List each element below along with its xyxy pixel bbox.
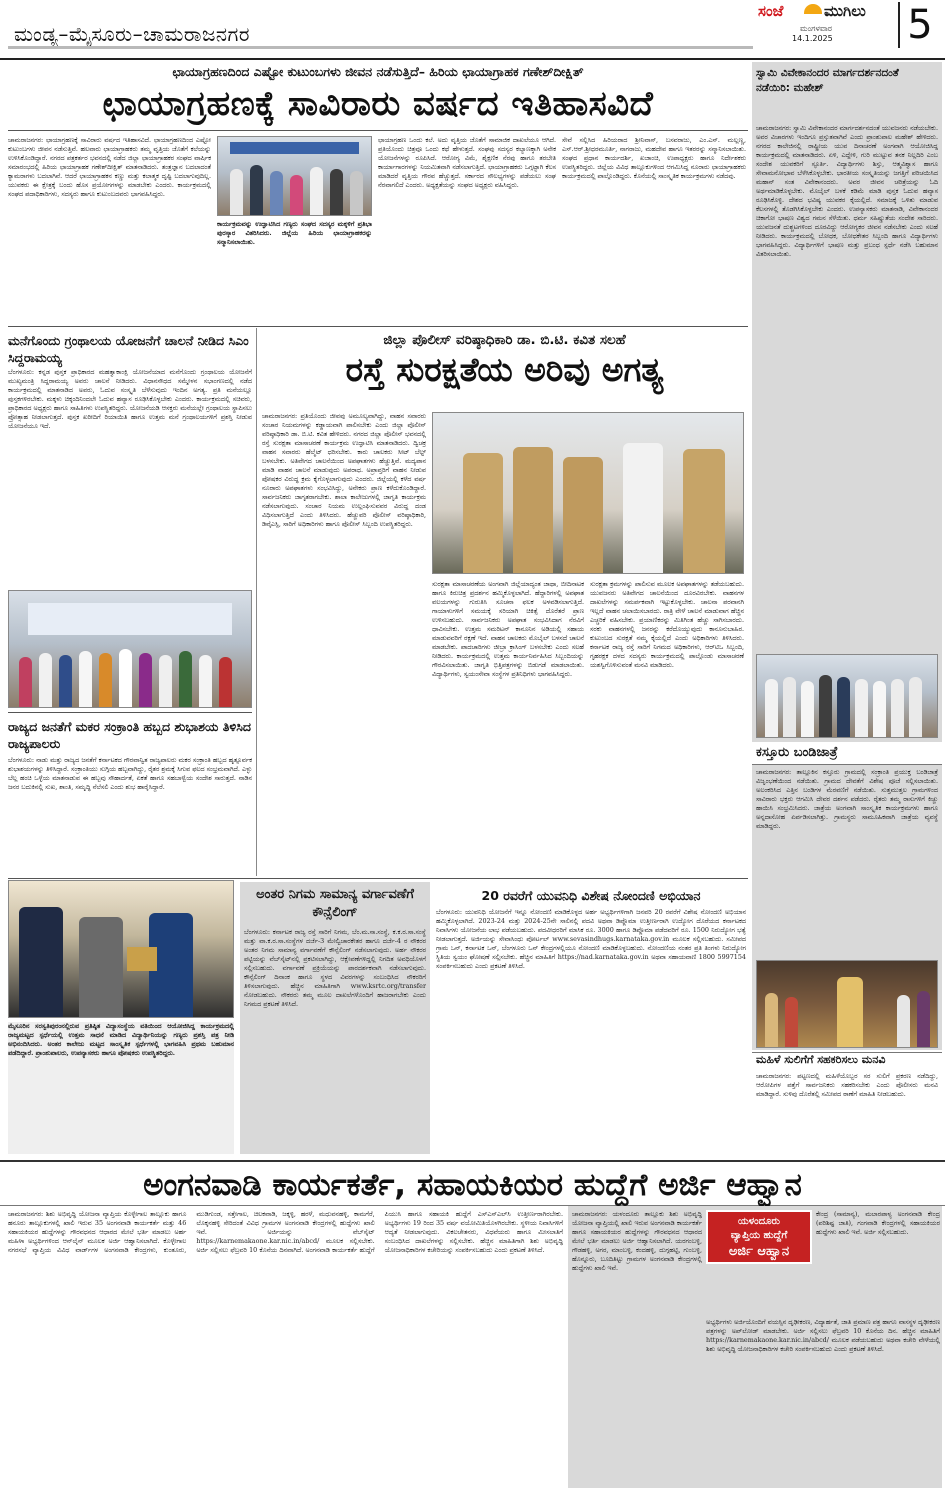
police-column-2: ಸುರಕ್ಷತಾ ಮಾಸಾಚರಣೆಯ ಅಂಗವಾಗಿ ಜಿಲ್ಲೆಯಾದ್ಯಂತ ಜಾಥಾ, ಬೀದಿನಾಟಕ ಹಾಗೂ ಕಿರುಚಿತ್ರ ಪ್ರದರ್ಶನ ಹಮ್ಮಿಕೊಳ್ಳಲಾಗಿದೆ. ಹೆದ್ದಾರಿಗಳಲ್ಲಿ ಅಪಘಾತ ವಲಯಗಳನ್ನು ಗುರುತಿಸಿ ಸೂಚನಾ ಫಲಕ ಅಳವಡಿಸಲಾಗುತ್ತಿದೆ. ಗಾಯಾಳುಗಳಿಗೆ ಸಮಯಕ್ಕೆ ಸರಿಯಾಗಿ ಚಿಕಿತ್ಸೆ ದೊರೆತರೆ ಪ್ರಾಣ ಉಳಿಸಬಹುದು. ಸಾರ್ವಜನಿಕರು ಅಪಘಾತ ಸಂಭವಿಸಿದಾಗ ನೆರವಿಗೆ ಧಾವಿಸಬೇಕು. ಉತ್ತಮ ಸಮರಿಟನ್ ಕಾನೂನಿನ ಅಡಿಯಲ್ಲಿ ಸಹಾಯ ಮಾಡುವವರಿಗೆ ರಕ್ಷಣೆ ಇದೆ. ವಾಹನ ಚಾಲಕರು ಮೊಬೈಲ್ ಬಳಸದೆ ಚಾಲನೆ ಮಾಡಬೇಕು. ಪಾದಚಾರಿಗಳು ಜೀಬ್ರಾ ಕ್ರಾಸಿಂಗ್ ಬಳಸಬೇಕು ಎಂದು ಸಲಹೆ ನೀಡಿದರು. ಕಾರ್ಯಕ್ರಮದಲ್ಲಿ ಉತ್ತಮ ಕಾರ್ಯನಿರ್ವಹಿಸಿದ ಸಿಬ್ಬಂದಿಯನ್ನು ಗೌರವಿಸಲಾಯಿತು. ಜಾಗೃತಿ ಭಿತ್ತಿಪತ್ರಗಳನ್ನು ಬಿಡುಗಡೆ ಮಾಡಲಾಯಿತು. ವಿದ್ಯಾರ್ಥಿಗಳು, ಸ್ವಯಂಸೇವಾ ಸಂಸ್ಥೆಗಳ ಪ್ರತಿನಿಧಿಗಳು ಭಾಗವಹಿಸಿದ್ದರು.: [432, 580, 584, 678]
brand-name-left: ಸಂಜೆ: [758, 2, 784, 20]
brand-logo: [758, 2, 898, 46]
photo-figure: [783, 677, 796, 737]
yelandur-callout-line1: ಯಳಂದೂರು: [738, 1216, 780, 1227]
photo-figure: [909, 677, 922, 737]
photo-figure: [310, 167, 323, 215]
sun-icon: [804, 4, 822, 14]
lead-kicker: ಛಾಯಾಗ್ರಹಣದಿಂದ ಎಷ್ಟೋ ಕುಟುಂಬಗಳು ಜೀವನ ನಡೆಸುತ್ತಿದೆ– ಹಿರಿಯ ಛಾಯಾಗ್ರಾಹಕ ಗಣೇಶ್‌ದೀಕ್ಷಿತ್: [172, 64, 584, 79]
photo-figure: [250, 165, 263, 215]
sidebar-photo: [756, 654, 938, 738]
photo-figure: [230, 169, 243, 215]
lead-column-4: ಸೇವೆ ಸಲ್ಲಿಸಿದ ಹಿರಿಯರಾದ ಶ್ರೀನಿವಾಸ್, ಬಸವರಾಜು, ಎಂ.ಎಸ್. ಮಲ್ಲಣ್ಣ, ಎಸ್.ಆರ್.ಶ್ರೀಧರಮೂರ್ತಿ, ನಾಗರಾಜು, ಮಹದೇವ ಹಾಗೂ ಇತರರನ್ನು ಸನ್ಮಾನಿಸಲಾಯಿತು. ಸಂಘದ ಪ್ರಧಾನ ಕಾರ್ಯದರ್ಶಿ, ಖಜಾಂಚಿ, ಉಪಾಧ್ಯಕ್ಷರು ಹಾಗೂ ನಿರ್ದೇಶಕರು ಉಪಸ್ಥಿತರಿದ್ದರು. ಜಿಲ್ಲೆಯ ವಿವಿಧ ತಾಲ್ಲೂಕುಗಳಿಂದ ಆಗಮಿಸಿದ್ದ ನೂರಾರು ಛಾಯಾಗ್ರಾಹಕರು ಕಾರ್ಯಕ್ರಮದಲ್ಲಿ ಪಾಲ್ಗೊಂಡಿದ್ದರು. ಕೊನೆಯಲ್ಲಿ ಸಾಂಸ್ಕೃತಿಕ ಕಾರ್ಯಕ್ರಮಗಳು ನಡೆದವು.: [562, 136, 746, 180]
page-number: 5: [898, 2, 940, 48]
yuvanidhi-body: ಬೆಂಗಳೂರು: ಯುವನಿಧಿ ಯೋಜನೆಗೆ ಇನ್ನೂ ನೋಂದಣಿ ಮಾಡಿಕೊಳ್ಳದ ಅರ್ಹ ಅಭ್ಯರ್ಥಿಗಳಿಗಾಗಿ ಜನವರಿ 20 ರವರೆಗೆ ವಿಶೇಷ ನೋಂದಣಿ ಅಭಿಯಾನ ಹಮ್ಮಿಕೊಳ್ಳಲಾಗಿದೆ. 2023-24 ಮತ್ತು 2024-25ನೇ ಸಾಲಿನಲ್ಲಿ ಪದವಿ ಅಥವಾ ಡಿಪ್ಲೊಮಾ ಉತ್ತೀರ್ಣರಾಗಿ ಉದ್ಯೋಗ ದೊರೆಯದ ಕರ್ನಾಟಕದ ನಿವಾಸಿಗಳು ಯೋಜನೆಯ ಲಾಭ ಪಡೆಯಬಹುದು. ಪದವೀಧರರಿಗೆ ಮಾಸಿಕ ರೂ. 3000 ಹಾಗೂ ಡಿಪ್ಲೊಮಾ ಪಡೆದವರಿಗೆ ರೂ. 1500 ನಿರುದ್ಯೋಗ ಭತ್ಯೆ ನೀಡಲಾಗುತ್ತದೆ. ಅರ್ಜಿಯನ್ನು ಸೇವಾಸಿಂಧು ಪೋರ್ಟಲ್ www.sevasindhugs.karnataka.gov.in ಮೂಲಕ ಸಲ್ಲಿಸಬಹುದು. ಸಮೀಪದ ಗ್ರಾಮ ಒನ್, ಕರ್ನಾಟಕ ಒನ್, ಬೆಂಗಳೂರು ಒನ್ ಕೇಂದ್ರಗಳಲ್ಲಿಯೂ ನೋಂದಣಿ ಮಾಡಿಕೊಳ್ಳಬಹುದು. ನೋಂದಣಿಯ ನಂತರ ಪ್ರತಿ ತಿಂಗಳು ನಿರುದ್ಯೋಗ ಸ್ಥಿತಿಯ ಸ್ವಯಂ ಘೋಷಣೆ ಸಲ್ಲಿಸಬೇಕು. ಹೆಚ್ಚಿನ ಮಾಹಿತಿಗೆ https://nad.karnataka.gov.in ಅಥವಾ ಸಹಾಯವಾಣಿ 1800 5997154 ಸಂಪರ್ಕಿಸಬಹುದು ಎಂದು ಪ್ರಕಟಣೆ ತಿಳಿಸಿದೆ.: [436, 908, 746, 970]
photo-figure: [79, 651, 92, 707]
yelandur-body-b: ಕೇಂದ್ರ (ಸಾಮಾನ್ಯ), ಮಲಾರಪಾಳ್ಯ ಅಂಗನವಾಡಿ ಕೇಂದ್ರ (ಪರಿಶಿಷ್ಟ ಜಾತಿ), ಗಂಗವಾಡಿ ಕೇಂದ್ರಗಳಲ್ಲಿ ಸಹಾಯಕಿಯರ ಹುದ್ದೆಗಳು ಖಾಲಿ ಇವೆ. ಅರ್ಜಿ ಸಲ್ಲಿಸಬಹುದು.: [816, 1210, 940, 1236]
governor-headline: ರಾಜ್ಯದ ಜನತೆಗೆ ಮಕರ ಸಂಕ್ರಾಂತಿ ಹಬ್ಬದ ಶುಭಾಶಯ ತಿಳಿಸಿದ ರಾಜ್ಯಪಾಲರು: [8, 719, 251, 751]
governor-body: ಬೆಂಗಳೂರು: ನಾಡು ಮತ್ತು ರಾಜ್ಯದ ಜನತೆಗೆ ಕರ್ನಾಟಕದ ಗೌರವಾನ್ವಿತ ರಾಜ್ಯಪಾಲರು ಮಕರ ಸಂಕ್ರಾಂತಿ ಹಬ್ಬದ ಹೃತ್ಪೂರ್ವಕ ಶುಭಾಶಯಗಳನ್ನು ತಿಳಿಸಿದ್ದಾರೆ. ಸಂಕ್ರಾಂತಿಯು ಸುಗ್ಗಿಯ ಹಬ್ಬವಾಗಿದ್ದು, ರೈತರ ಶ್ರಮಕ್ಕೆ ಸಿಗುವ ಫಲದ ಸಂಭ್ರಮವಾಗಿದೆ. ಎಳ್ಳು ಬೆಲ್ಲ ಹಂಚಿ ಒಳ್ಳೆಯ ಮಾತನಾಡುವ ಈ ಹಬ್ಬವು ಸೌಹಾರ್ದತೆ, ಏಕತೆ ಹಾಗೂ ಸಹಬಾಳ್ವೆಯ ಸಂದೇಶ ಸಾರುತ್ತದೆ. ನಾಡಿನ ಜನರ ಬದುಕಿನಲ್ಲಿ ಸುಖ, ಶಾಂತಿ, ಸಮೃದ್ಧಿ ನೆಲೆಸಲಿ ಎಂದು ಶುಭ ಹಾರೈಸಿದ್ದಾರೆ.: [8, 756, 252, 791]
photo-banner: [230, 142, 359, 154]
section-rule: [8, 712, 252, 713]
sidebar2-photo: [756, 960, 938, 1048]
certificate-icon: [127, 947, 157, 971]
photo-figure: [330, 169, 343, 215]
column-rule: [256, 328, 257, 876]
photo-figure: [19, 907, 63, 1017]
police-headline: ರಸ್ತೆ ಸುರಕ್ಷತೆಯ ಅರಿವು ಅಗತ್ಯ: [345, 350, 664, 389]
sidebar2-headline: ಕಸ್ತೂರು ಬಂಡಿಜಾತ್ರೆ: [752, 745, 942, 765]
photo-figure: [59, 655, 72, 707]
sidebar2-body: ಚಾಮರಾಜನಗರ: ತಾಲ್ಲೂಕಿನ ಕಸ್ತೂರು ಗ್ರಾಮದಲ್ಲಿ ಸಂಕ್ರಾಂತಿ ಪ್ರಯುಕ್ತ ಬಂಡಿಜಾತ್ರೆ ವಿಜೃಂಭಣೆಯಿಂದ ನಡೆಯಿತು. ಗ್ರಾಮದ ದೇವತೆಗೆ ವಿಶೇಷ ಪೂಜೆ ಸಲ್ಲಿಸಲಾಯಿತು. ಅಲಂಕರಿಸಿದ ಎತ್ತಿನ ಬಂಡಿಗಳ ಮೆರವಣಿಗೆ ನಡೆಯಿತು. ಸುತ್ತಮುತ್ತಲ ಗ್ರಾಮಗಳಿಂದ ಸಾವಿರಾರು ಭಕ್ತರು ಆಗಮಿಸಿ ದೇವರ ದರ್ಶನ ಪಡೆದರು. ರೈತರು ತಮ್ಮ ರಾಸುಗಳಿಗೆ ಕಿಚ್ಚು ಹಾಯಿಸಿ ಸಂಭ್ರಮಿಸಿದರು. ಜಾತ್ರೆಯ ಅಂಗವಾಗಿ ಸಾಂಸ್ಕೃತಿಕ ಕಾರ್ಯಕ್ರಮಗಳು ಹಾಗೂ ಅನ್ನದಾಸೋಹ ಏರ್ಪಡಿಸಲಾಗಿತ್ತು. ಗ್ರಾಮಸ್ಥರು ಸಾಮೂಹಿಕವಾಗಿ ಜಾತ್ರೆಯ ವ್ಯವಸ್ಥೆ ಮಾಡಿದ್ದರು.: [756, 768, 938, 830]
photo-figure: [19, 657, 32, 707]
lead-photo-caption: ಕಾರ್ಯಕ್ರಮವನ್ನು ಉದ್ಘಾಟಿಸಿದ ಗಣ್ಯರು ಸಂಘದ ಸದಸ್ಯರ ಮಕ್ಕಳಿಗೆ ಪ್ರತಿಭಾ ಪುರಸ್ಕಾರ ವಿತರಿಸಿದರು. ಜಿಲ್ಲೆಯ ಹಿರಿಯ ಛಾಯಾಗ್ರಾಹಕರನ್ನು ಸನ್ಮಾನಿಸಲಾಯಿತು.: [217, 220, 372, 246]
left-headline: ಮನೆಗೊಂದು ಗ್ರಂಥಾಲಯ ಯೋಜನೆಗೆ ಚಾಲನೆ ನೀಡಿದ ಸಿಎಂ ಸಿದ್ದರಾಮಯ್ಯ: [8, 333, 249, 365]
award-photo: [8, 880, 234, 1018]
police-photo: [432, 412, 744, 574]
photo-figure: [139, 653, 152, 707]
section-rule: [8, 326, 748, 327]
lead-column-3: ಛಾಯಾಗ್ರಹಣ ಒಂದು ಕಲೆ. ಅದು ವೃತ್ತಿಯ ಜೊತೆಗೆ ಸಾಮಾಜಿಕ ದಾಖಲೆಯೂ ಆಗಿದೆ. ಪ್ರತಿಯೊಂದು ಚಿತ್ರವೂ ಒಂದು ಕಥೆ ಹೇಳುತ್ತದೆ. ಸಂಘವು ಸದಸ್ಯರ ಕಲ್ಯಾಣಕ್ಕಾಗಿ ಅನೇಕ ಯೋಜನೆಗಳನ್ನು ರೂಪಿಸಿದೆ. ಆರೋಗ್ಯ ವಿಮೆ, ಶೈಕ್ಷಣಿಕ ನೆರವು ಹಾಗೂ ತರಬೇತಿ ಕಾರ್ಯಾಗಾರಗಳನ್ನು ನಿಯಮಿತವಾಗಿ ನಡೆಸಲಾಗುತ್ತಿದೆ. ಛಾಯಾಗ್ರಾಹಕರು ಒಗ್ಗಟ್ಟಾಗಿ ಕೆಲಸ ಮಾಡಿದರೆ ವೃತ್ತಿಯ ಗೌರವ ಹೆಚ್ಚುತ್ತದೆ. ಸರ್ಕಾರದ ಸೌಲಭ್ಯಗಳನ್ನು ಪಡೆಯಲು ಸಂಘ ನೆರವಾಗಲಿದೆ ಎಂದರು. ಅಧ್ಯಕ್ಷತೆಯನ್ನು ಸಂಘದ ಅಧ್ಯಕ್ಷರು ವಹಿಸಿದ್ದರು.: [378, 136, 556, 189]
award-caption: ಮೈಸೂರಿನ ಸರಸ್ವತಿಪುರಂನಲ್ಲಿರುವ ಪ್ರತಿಷ್ಠಿತ ವಿದ್ಯಾಸಂಸ್ಥೆಯ ವತಿಯಿಂದ ಆಯೋಜಿಸಿದ್ದ ಕಾರ್ಯಕ್ರಮದಲ್ಲಿ ರಾಜ್ಯಮಟ್ಟದ ಸ್ಪರ್ಧೆಯಲ್ಲಿ ಉತ್ತಮ ಸಾಧನೆ ಮಾಡಿದ ವಿದ್ಯಾರ್ಥಿನಿಯನ್ನು ಗಣ್ಯರು ಪ್ರಶಸ್ತಿ ಪತ್ರ ನೀಡಿ ಅಭಿನಂದಿಸಿದರು. ಅಂತರ ಕಾಲೇಜು ಮಟ್ಟದ ಸಾಂಸ್ಕೃತಿಕ ಸ್ಪರ್ಧೆಗಳಲ್ಲಿ ಭಾಗವಹಿಸಿ ಪ್ರಥಮ ಬಹುಮಾನ ಪಡೆದಿದ್ದಾರೆ. ಪ್ರಾಂಶುಪಾಲರು, ಉಪನ್ಯಾಸಕರು ಹಾಗೂ ಪೋಷಕರು ಉಪಸ್ಥಿತರಿದ್ದರು.: [8, 1022, 234, 1154]
photo-figure: [837, 677, 850, 737]
yelandur-body-c: ಅಭ್ಯರ್ಥಿಗಳು ಅರ್ಜಿಯೊಂದಿಗೆ ವಯಸ್ಸಿನ ದೃಢೀಕರಣ, ವಿದ್ಯಾರ್ಹತೆ, ಜಾತಿ ಪ್ರಮಾಣ ಪತ್ರ ಹಾಗೂ ವಾಸಸ್ಥಳ ದೃಢೀಕರಣ ಪತ್ರಗಳನ್ನು ಅಪ್‌ಲೋಡ್ ಮಾಡಬೇಕು. ಅರ್ಜಿ ಸಲ್ಲಿಸಲು ಫೆಬ್ರವರಿ 10 ಕೊನೆಯ ದಿನ. ಹೆಚ್ಚಿನ ಮಾಹಿತಿಗೆ https://karnemakaone.kar.nic.in/abcd/ ಮೂಲಕ ಪಡೆಯಬಹುದು ಅಥವಾ ಕಚೇರಿ ವೇಳೆಯಲ್ಲಿ ಶಿಶು ಅಭಿವೃದ್ಧಿ ಯೋಜನಾಧಿಕಾರಿಗಳ ಕಚೇರಿ ಸಂಪರ್ಕಿಸಬಹುದು ಎಂದು ಪ್ರಕಟಣೆ ತಿಳಿಸಿದೆ.: [706, 1318, 940, 1353]
lead-headline: ಛಾಯಾಗ್ರಹಣಕ್ಕೆ ಸಾವಿರಾರು ವರ್ಷದ ಇತಿಹಾಸವಿದೆ: [102, 84, 654, 124]
anganwadi-headline: ಅಂಗನವಾಡಿ ಕಾರ್ಯಕರ್ತೆ, ಸಹಾಯಕಿಯರ ಹುದ್ದೆಗೆ ಅರ್ಜಿ ಆಹ್ವಾನ: [0, 1160, 945, 1206]
sidebar3-headline: ಮಹಿಳೆ ಸುಲಿಗೆಗೆ ಸಹಕರಿಸಲು ಮನವಿ: [752, 1052, 942, 1072]
section-rule: [8, 878, 748, 879]
photo-figure: [765, 679, 778, 737]
photo-banner: [28, 603, 231, 635]
yelandur-body-a: ಚಾಮರಾಜನಗರ: ಯಳಂದೂರು ತಾಲ್ಲೂಕು ಶಿಶು ಅಭಿವೃದ್ಧಿ ಯೋಜನಾ ವ್ಯಾಪ್ತಿಯಲ್ಲಿ ಖಾಲಿ ಇರುವ ಅಂಗನವಾಡಿ ಕಾರ್ಯಕರ್ತೆ ಹಾಗೂ ಸಹಾಯಕಿಯರ ಹುದ್ದೆಗಳನ್ನು ಗೌರವಧನದ ಆಧಾರದ ಮೇಲೆ ಭರ್ತಿ ಮಾಡಲು ಅರ್ಜಿ ಆಹ್ವಾನಿಸಲಾಗಿದೆ. ಯರಗಂಬಳ್ಳಿ, ಗೌಡಹಳ್ಳಿ, ಅಗರ, ಮಾಂಬಳ್ಳಿ, ಕಂದಹಳ್ಳಿ, ದುಗ್ಗಹಟ್ಟಿ, ಗುಂಬಳ್ಳಿ, ಹೊನ್ನೂರು, ಬೂದಿತಿಟ್ಟು ಗ್ರಾಮಗಳ ಅಂಗನವಾಡಿ ಕೇಂದ್ರಗಳಲ್ಲಿ ಹುದ್ದೆಗಳು ಖಾಲಿ ಇವೆ.: [572, 1210, 702, 1272]
photo-figure: [199, 655, 212, 707]
issue-date: 14.1.2025: [792, 34, 833, 43]
police-kicker: ಜಿಲ್ಲಾ ಪೊಲೀಸ್ ವರಿಷ್ಠಾಧಿಕಾರಿ ಡಾ. ಬಿ.ಟಿ. ಕವಿತ ಸಲಹೆ: [383, 332, 626, 348]
yelandur-callout: [706, 1210, 812, 1264]
photo-figure: [785, 997, 798, 1047]
photo-figure: [99, 653, 112, 707]
counseling-body: ಬೆಂಗಳೂರು: ಕರ್ನಾಟಕ ರಾಜ್ಯ ರಸ್ತೆ ಸಾರಿಗೆ ನಿಗಮ, ಬೆಂ.ಮ.ಸಾ.ಸಂಸ್ಥೆ, ಕ.ಕ.ರ.ಸಾ.ಸಂಸ್ಥೆ ಮತ್ತು ವಾ.ಕ.ರ.ಸಾ.ಸಂಸ್ಥೆಗಳ ದರ್ಜೆ-3 ಮೇಲ್ವಿಚಾರಕೇತರ ಹಾಗೂ ದರ್ಜೆ-4 ರ ನೌಕರರ ಅಂತರ ನಿಗಮ ಸಾಮಾನ್ಯ ವರ್ಗಾವಣೆಗೆ ಕೌನ್ಸೆಲಿಂಗ್ ನಡೆಸಲಾಗುವುದು. ಅರ್ಹ ನೌಕರರ ಪಟ್ಟಿಯನ್ನು ವೆಬ್‌ಸೈಟ್‌ನಲ್ಲಿ ಪ್ರಕಟಿಸಲಾಗಿದ್ದು, ಆಕ್ಷೇಪಣೆಗಳಿದ್ದಲ್ಲಿ ನಿಗದಿತ ಅವಧಿಯೊಳಗೆ ಸಲ್ಲಿಸಬಹುದು. ವರ್ಗಾವಣೆ ಪ್ರಕ್ರಿಯೆಯನ್ನು ಪಾರದರ್ಶಕವಾಗಿ ನಡೆಸಲಾಗುವುದು. ಕೌನ್ಸೆಲಿಂಗ್ ದಿನಾಂಕ ಹಾಗೂ ಸ್ಥಳದ ವಿವರಗಳನ್ನು ಸಂಬಂಧಿಸಿದ ನೌಕರರಿಗೆ ತಿಳಿಸಲಾಗುವುದು. ಹೆಚ್ಚಿನ ಮಾಹಿತಿಗಾಗಿ www.ksrtc.org/transfer ನೋಡಬಹುದು. ನೌಕರರು ತಮ್ಮ ಮೂಲ ದಾಖಲೆಗಳೊಂದಿಗೆ ಹಾಜರಾಗಬೇಕು ಎಂದು ನಿಗಮದ ಪ್ರಕಟಣೆ ತಿಳಿಸಿದೆ.: [244, 928, 426, 1008]
photo-figure: [819, 675, 832, 737]
photo-figure: [219, 657, 232, 707]
photo-figure: [873, 681, 886, 737]
photo-figure: [837, 977, 863, 1047]
left-photo: [8, 590, 252, 708]
photo-figure: [290, 175, 303, 215]
lead-column-1: ಚಾಮರಾಜನಗರ: ಛಾಯಾಗ್ರಹಣಕ್ಕೆ ಸಾವಿರಾರು ವರ್ಷದ ಇತಿಹಾಸವಿದೆ. ಛಾಯಾಗ್ರಹಣದಿಂದ ಎಷ್ಟೋ ಕುಟುಂಬಗಳು ಜೀವನ ನಡೆಸುತ್ತಿವೆ. ಹಲವಾರು ಛಾಯಾಗ್ರಾಹಕರು ತಮ್ಮ ವೃತ್ತಿಯ ಜೊತೆಗೆ ಕಲೆಯನ್ನು ಉಳಿಸಿಕೊಂಡಿದ್ದಾರೆ. ನಗರದ ಪತ್ರಕರ್ತರ ಭವನದಲ್ಲಿ ನಡೆದ ಜಿಲ್ಲಾ ಛಾಯಾಗ್ರಾಹಕರ ಸಂಘದ ವಾರ್ಷಿಕ ಸಮಾರಂಭದಲ್ಲಿ ಹಿರಿಯ ಛಾಯಾಗ್ರಾಹಕ ಗಣೇಶ್‌ದೀಕ್ಷಿತ್ ಮಾತನಾಡಿದರು. ತಂತ್ರಜ್ಞಾನ ಬದಲಾದಂತೆ ಕ್ಯಾಮರಾಗಳು ಬದಲಾಗಿವೆ. ಆದರೆ ಛಾಯಾಗ್ರಾಹಕನ ಕಣ್ಣು ಮತ್ತು ಕಲಾತ್ಮಕ ದೃಷ್ಟಿ ಬದಲಾಗುವುದಿಲ್ಲ. ಯುವಕರು ಈ ಕ್ಷೇತ್ರಕ್ಕೆ ಬಂದು ಹೊಸ ಪ್ರಯೋಗಗಳನ್ನು ಮಾಡಬೇಕು ಎಂದರು. ಕಾರ್ಯಕ್ರಮದಲ್ಲಿ ಸಂಘದ ಪದಾಧಿಕಾರಿಗಳು, ಸದಸ್ಯರು ಹಾಗೂ ಕುಟುಂಬದವರು ಭಾಗವಹಿಸಿದ್ದರು.: [8, 136, 211, 198]
photo-figure: [350, 171, 363, 215]
anganwadi-body: ಚಾಮರಾಜನಗರ: ಶಿಶು ಅಭಿವೃದ್ಧಿ ಯೋಜನಾ ವ್ಯಾಪ್ತಿಯ ಕೊಳ್ಳೇಗಾಲ ತಾಲ್ಲೂಕು ಹಾಗೂ ಹನೂರು ತಾಲ್ಲೂಕುಗಳಲ್ಲಿ ಖಾಲಿ ಇರುವ 35 ಅಂಗನವಾಡಿ ಕಾರ್ಯಕರ್ತೆ ಮತ್ತು 46 ಸಹಾಯಕಿಯರ ಹುದ್ದೆಗಳನ್ನು ಗೌರವಧನದ ಆಧಾರದ ಮೇಲೆ ಭರ್ತಿ ಮಾಡಲು ಅರ್ಹ ಮಹಿಳಾ ಅಭ್ಯರ್ಥಿಗಳಿಂದ ಆನ್‌ಲೈನ್ ಮೂಲಕ ಅರ್ಜಿ ಆಹ್ವಾನಿಸಲಾಗಿದೆ. ಕೊಳ್ಳೇಗಾಲ ನಗರಸಭೆ ವ್ಯಾಪ್ತಿಯ ವಿವಿಧ ವಾರ್ಡ್‌ಗಳ ಅಂಗನವಾಡಿ ಕೇಂದ್ರಗಳು, ಕುಂತೂರು, ಮುಡಿಗುಂಡ, ಸತ್ತೇಗಾಲ, ಚಿಲಕವಾಡಿ, ಜಕ್ಕಳ್ಳಿ, ಹರಳೆ, ಮಧುವನಹಳ್ಳಿ, ಕಾಮಗೆರೆ, ಲೊಕ್ಕನಹಳ್ಳಿ ಸೇರಿದಂತೆ ವಿವಿಧ ಗ್ರಾಮಗಳ ಅಂಗನವಾಡಿ ಕೇಂದ್ರಗಳಲ್ಲಿ ಹುದ್ದೆಗಳು ಖಾಲಿ ಇವೆ. ಅರ್ಜಿಯನ್ನು ವೆಬ್‌ಸೈಟ್ https://karnemakaone.kar.nic.in/abcd/ ಮೂಲಕ ಸಲ್ಲಿಸಬೇಕು. ಅರ್ಜಿ ಸಲ್ಲಿಸಲು ಫೆಬ್ರವರಿ 10 ಕೊನೆಯ ದಿನವಾಗಿದೆ. ಅಂಗನವಾಡಿ ಕಾರ್ಯಕರ್ತೆ ಹುದ್ದೆಗೆ ಪಿಯುಸಿ ಹಾಗೂ ಸಹಾಯಕಿ ಹುದ್ದೆಗೆ ಎಸ್‌ಎಸ್‌ಎಲ್‌ಸಿ ಉತ್ತೀರ್ಣರಾಗಿರಬೇಕು. ಅಭ್ಯರ್ಥಿಗಳು 19 ರಿಂದ 35 ವರ್ಷ ವಯೋಮಿತಿಯೊಳಗಿರಬೇಕು. ಸ್ಥಳೀಯ ನಿವಾಸಿಗಳಿಗೆ ಆದ್ಯತೆ ನೀಡಲಾಗುವುದು. ವಿಕಲಚೇತನರು, ವಿಧವೆಯರು ಹಾಗೂ ಮೀಸಲಾತಿಗೆ ಸಂಬಂಧಿಸಿದ ದಾಖಲೆಗಳನ್ನು ಸಲ್ಲಿಸಬೇಕು. ಹೆಚ್ಚಿನ ಮಾಹಿತಿಗಾಗಿ ಶಿಶು ಅಭಿವೃದ್ಧಿ ಯೋಜನಾಧಿಕಾರಿಗಳ ಕಚೇರಿಯನ್ನು ಸಂಪರ್ಕಿಸಬಹುದು ಎಂದು ಪ್ರಕಟಣೆ ತಿಳಿಸಿದೆ.: [8, 1210, 563, 1254]
yelandur-callout-line3: ಅರ್ಜಿ ಆಹ್ವಾನ: [728, 1244, 790, 1259]
left-body: ಬೆಂಗಳೂರು: ಕನ್ನಡ ಪುಸ್ತಕ ಪ್ರಾಧಿಕಾರದ ಮಹತ್ವಾಕಾಂಕ್ಷಿ ಯೋಜನೆಯಾದ ಮನೆಗೊಂದು ಗ್ರಂಥಾಲಯ ಯೋಜನೆಗೆ ಮುಖ್ಯಮಂತ್ರಿ ಸಿದ್ದರಾಮಯ್ಯ ಅವರು ಚಾಲನೆ ನೀಡಿದರು. ವಿಧಾನಸೌಧದ ಸಮ್ಮೇಳನ ಸಭಾಂಗಣದಲ್ಲಿ ನಡೆದ ಕಾರ್ಯಕ್ರಮದಲ್ಲಿ ಮಾತನಾಡಿದ ಅವರು, ಓದುವ ಸಂಸ್ಕೃತಿ ಬೆಳೆಸುವುದು ಇಂದಿನ ಅಗತ್ಯ. ಪ್ರತಿ ಮನೆಯಲ್ಲೂ ಪುಸ್ತಕಗಳಿರಬೇಕು. ಮಕ್ಕಳು ಚಿಕ್ಕಂದಿನಿಂದಲೇ ಓದುವ ಹವ್ಯಾಸ ರೂಢಿಸಿಕೊಳ್ಳಬೇಕು ಎಂದರು. ಕಾರ್ಯಕ್ರಮದಲ್ಲಿ ಸಚಿವರು, ಪ್ರಾಧಿಕಾರದ ಅಧ್ಯಕ್ಷರು ಹಾಗೂ ಸಾಹಿತಿಗಳು ಉಪಸ್ಥಿತರಿದ್ದರು. ಯೋಜನೆಯಡಿ ಆಸಕ್ತರು ಮನೆಯಲ್ಲೇ ಗ್ರಂಥಾಲಯ ಸ್ಥಾಪಿಸಲು ಪ್ರೋತ್ಸಾಹ ನೀಡಲಾಗುತ್ತದೆ. ಪುಸ್ತಕ ಖರೀದಿಗೆ ರಿಯಾಯಿತಿ ಹಾಗೂ ಉತ್ತಮ ಮನೆ ಗ್ರಂಥಾಲಯಗಳಿಗೆ ಪ್ರಶಸ್ತಿ ನೀಡುವ ಯೋಜನೆಯೂ ಇದೆ.: [8, 368, 252, 430]
photo-figure: [855, 679, 868, 737]
photo-figure: [159, 655, 172, 707]
photo-figure: [119, 649, 132, 707]
photo-figure: [917, 991, 930, 1047]
yelandur-callout-line2: ವ್ಯಾಪ್ತಿಯ ಹುದ್ದೆಗೆ: [730, 1230, 788, 1241]
counseling-headline: ಅಂತರ ನಿಗಮ ಸಾಮಾನ್ಯ ವರ್ಗಾವಣೆಗೆ ಕೌನ್ಸೆಲಿಂಗ್: [256, 887, 414, 920]
police-column-1: ಚಾಮರಾಜನಗರ: ಪ್ರತಿಯೊಂದು ಜೀವವು ಅಮೂಲ್ಯವಾಗಿದ್ದು, ವಾಹನ ಸವಾರರು ಸಂಚಾರ ನಿಯಮಗಳನ್ನು ಕಡ್ಡಾಯವಾಗಿ ಪಾಲಿಸಬೇಕು ಎಂದು ಜಿಲ್ಲಾ ಪೊಲೀಸ್ ವರಿಷ್ಠಾಧಿಕಾರಿ ಡಾ. ಬಿ.ಟಿ. ಕವಿತ ಹೇಳಿದರು. ನಗರದ ಜಿಲ್ಲಾ ಪೊಲೀಸ್ ಭವನದಲ್ಲಿ ರಸ್ತೆ ಸುರಕ್ಷತಾ ಮಾಸಾಚರಣೆ ಕಾರ್ಯಕ್ರಮ ಉದ್ಘಾಟಿಸಿ ಮಾತನಾಡಿದರು. ದ್ವಿಚಕ್ರ ವಾಹನ ಸವಾರರು ಹೆಲ್ಮೆಟ್ ಧರಿಸಬೇಕು. ಕಾರು ಚಾಲಕರು ಸೀಟ್ ಬೆಲ್ಟ್ ಬಳಸಬೇಕು. ಅತಿವೇಗದ ಚಾಲನೆಯಿಂದ ಅಪಘಾತಗಳು ಹೆಚ್ಚುತ್ತಿವೆ. ಮದ್ಯಪಾನ ಮಾಡಿ ವಾಹನ ಚಾಲನೆ ಮಾಡುವುದು ಅಪರಾಧ. ಅಪ್ರಾಪ್ತರಿಗೆ ವಾಹನ ನೀಡುವ ಪೋಷಕರ ವಿರುದ್ಧ ಕ್ರಮ ಕೈಗೊಳ್ಳಲಾಗುವುದು ಎಂದರು. ಜಿಲ್ಲೆಯಲ್ಲಿ ಕಳೆದ ವರ್ಷ ನೂರಾರು ಅಪಘಾತಗಳು ಸಂಭವಿಸಿದ್ದು, ಅನೇಕರು ಪ್ರಾಣ ಕಳೆದುಕೊಂಡಿದ್ದಾರೆ. ಸಾರ್ವಜನಿಕರು ಜಾಗೃತರಾಗಬೇಕು. ಶಾಲಾ ಕಾಲೇಜುಗಳಲ್ಲಿ ಜಾಗೃತಿ ಕಾರ್ಯಕ್ರಮ ನಡೆಸಲಾಗುವುದು. ಸಂಚಾರ ನಿಯಮ ಉಲ್ಲಂಘಿಸುವವರ ವಿರುದ್ಧ ದಂಡ ವಿಧಿಸಲಾಗುತ್ತಿದೆ ಎಂದು ತಿಳಿಸಿದರು. ಹೆಚ್ಚುವರಿ ಪೊಲೀಸ್ ವರಿಷ್ಠಾಧಿಕಾರಿ, ಡಿವೈಎಸ್ಪಿ, ಸಾರಿಗೆ ಅಧಿಕಾರಿಗಳು ಹಾಗೂ ಪೊಲೀಸ್ ಸಿಬ್ಬಂದಿ ಉಪಸ್ಥಿತರಿದ್ದರು.: [262, 412, 426, 528]
yuvanidhi-headline: 20 ರವರೆಗೆ ಯುವನಿಧಿ ವಿಶೇಷ ನೋಂದಣಿ ಅಭಿಯಾನ: [481, 888, 701, 903]
photo-figure: [179, 651, 192, 707]
photo-figure: [79, 917, 123, 1017]
photo-figure: [270, 171, 283, 215]
issue-day: ಮಂಗಳವಾರ: [800, 24, 833, 33]
photo-figure: [897, 995, 910, 1047]
photo-figure: [39, 653, 52, 707]
sidebar-headline: ಸ್ವಾಮಿ ವಿವೇಕಾನಂದರ ಮಾರ್ಗದರ್ಶನದಂತೆ ನಡೆಯಿರಿ: ಮಹೇಶ್: [756, 67, 899, 94]
photo-figure: [563, 457, 603, 573]
masthead-rule: [8, 46, 753, 49]
photo-figure: [623, 443, 663, 573]
police-column-3: ಸುರಕ್ಷತಾ ಕ್ರಮಗಳನ್ನು ಪಾಲಿಸುವ ಮೂಲಕ ಅಪಘಾತಗಳನ್ನು ತಡೆಯಬಹುದು. ಯುವಜನರು ಅತಿವೇಗದ ಚಾಲನೆಯಿಂದ ದೂರವಿರಬೇಕು. ವಾಹನಗಳ ದಾಖಲೆಗಳನ್ನು ಸಮರ್ಪಕವಾಗಿ ಇಟ್ಟುಕೊಳ್ಳಬೇಕು. ಚಾಲನಾ ಪರವಾನಗಿ ಇಲ್ಲದೆ ವಾಹನ ಚಲಾಯಿಸಬಾರದು. ರಾತ್ರಿ ವೇಳೆ ಚಾಲನೆ ಮಾಡುವಾಗ ಹೆಚ್ಚಿನ ಎಚ್ಚರಿಕೆ ವಹಿಸಬೇಕು. ಪ್ರಯಾಣಿಕರನ್ನು ಮಿತಿಗಿಂತ ಹೆಚ್ಚು ಸಾಗಿಸಬಾರದು. ಸರಕು ವಾಹನಗಳಲ್ಲಿ ಜನರನ್ನು ಕರೆದೊಯ್ಯುವುದು ಕಾನೂನುಬಾಹಿರ. ಕುಟುಂಬದ ಸುರಕ್ಷತೆ ನಮ್ಮ ಕೈಯಲ್ಲಿದೆ ಎಂದು ಅಧಿಕಾರಿಗಳು ತಿಳಿಸಿದರು. ಕರ್ನಾಟಕ ರಾಜ್ಯ ರಸ್ತೆ ಸಾರಿಗೆ ನಿಗಮದ ಅಧಿಕಾರಿಗಳು, ಆರ್‌ಟಿಒ ಸಿಬ್ಬಂದಿ, ಗೃಹರಕ್ಷಕ ದಳದ ಸದಸ್ಯರು ಕಾರ್ಯಕ್ರಮದಲ್ಲಿ ಪಾಲ್ಗೊಂಡು ಮಾಸಾಚರಣೆ ಯಶಸ್ವಿಗೊಳಿಸುವಂತೆ ಮನವಿ ಮಾಡಿದರು.: [590, 580, 744, 669]
photo-figure: [801, 681, 814, 737]
photo-figure: [765, 993, 778, 1047]
photo-figure: [683, 449, 725, 573]
photo-figure: [513, 447, 553, 573]
photo-figure: [463, 453, 503, 573]
section-title: ಮಂಡ್ಯ–ಮೈಸೂರು–ಚಾಮರಾಜನಗರ: [14, 22, 250, 46]
lead-rule: [8, 130, 748, 131]
brand-name-right: ಮುಗಿಲು: [824, 2, 866, 20]
sidebar-body: ಚಾಮರಾಜನಗರ: ಸ್ವಾಮಿ ವಿವೇಕಾನಂದರ ಮಾರ್ಗದರ್ಶನದಂತೆ ಯುವಜನರು ನಡೆಯಬೇಕು. ಅವರ ವಿಚಾರಗಳು ಇಂದಿಗೂ ಪ್ರಸ್ತುತವಾಗಿವೆ ಎಂದು ಪ್ರಾಂಶುಪಾಲ ಮಹೇಶ್ ಹೇಳಿದರು. ನಗರದ ಕಾಲೇಜಿನಲ್ಲಿ ರಾಷ್ಟ್ರೀಯ ಯುವ ದಿನಾಚರಣೆ ಅಂಗವಾಗಿ ಆಯೋಜಿಸಿದ್ದ ಕಾರ್ಯಕ್ರಮದಲ್ಲಿ ಮಾತನಾಡಿದರು. ಏಳಿ, ಎದ್ದೇಳಿ, ಗುರಿ ಮುಟ್ಟುವ ತನಕ ನಿಲ್ಲದಿರಿ ಎಂಬ ಸಂದೇಶ ಯುವಕರಿಗೆ ಸ್ಫೂರ್ತಿ. ವಿದ್ಯಾರ್ಥಿಗಳು ಶಿಸ್ತು, ಆತ್ಮವಿಶ್ವಾಸ ಹಾಗೂ ಸೇವಾಮನೋಭಾವ ಬೆಳೆಸಿಕೊಳ್ಳಬೇಕು. ಭಾರತೀಯ ಸಂಸ್ಕೃತಿಯನ್ನು ಜಗತ್ತಿಗೆ ಪರಿಚಯಿಸಿದ ಮಹಾನ್ ಸಂತ ವಿವೇಕಾನಂದರು. ಅವರ ಜೀವನ ಚರಿತ್ರೆಯನ್ನು ಓದಿ ಅರ್ಥಮಾಡಿಕೊಳ್ಳಬೇಕು. ಮೊಬೈಲ್ ಬಳಕೆ ಕಡಿಮೆ ಮಾಡಿ ಪುಸ್ತಕ ಓದುವ ಹವ್ಯಾಸ ರೂಢಿಸಿಕೊಳ್ಳಿ. ದೇಶದ ಭವಿಷ್ಯ ಯುವಕರ ಕೈಯಲ್ಲಿದೆ. ಸಮಾಜಕ್ಕೆ ಒಳಿತು ಮಾಡುವ ಕೆಲಸಗಳಲ್ಲಿ ತೊಡಗಿಸಿಕೊಳ್ಳಬೇಕು ಎಂದರು. ಉಪನ್ಯಾಸಕರು ಮಾತನಾಡಿ, ವಿವೇಕಾನಂದರ ಚಿಕಾಗೋ ಭಾಷಣ ವಿಶ್ವದ ಗಮನ ಸೆಳೆಯಿತು. ಧರ್ಮ ಸಹಿಷ್ಣುತೆಯ ಸಂದೇಶ ಸಾರಿದರು. ಯುವಜನತೆ ದುಶ್ಚಟಗಳಿಂದ ದೂರವಿದ್ದು ಆರೋಗ್ಯಕರ ಜೀವನ ನಡೆಸಬೇಕು ಎಂದು ಸಲಹೆ ನೀಡಿದರು. ಕಾರ್ಯಕ್ರಮದಲ್ಲಿ ಬೋಧಕ, ಬೋಧಕೇತರ ಸಿಬ್ಬಂದಿ ಹಾಗೂ ವಿದ್ಯಾರ್ಥಿಗಳು ಭಾಗವಹಿಸಿದ್ದರು. ವಿದ್ಯಾರ್ಥಿಗಳಿಗೆ ಭಾಷಣ ಮತ್ತು ಪ್ರಬಂಧ ಸ್ಪರ್ಧೆ ನಡೆಸಿ ಬಹುಮಾನ ವಿತರಿಸಲಾಯಿತು.: [756, 124, 938, 258]
sidebar3-body: ಚಾಮರಾಜನಗರ: ಪಟ್ಟಣದಲ್ಲಿ ಮಹಿಳೆಯೊಬ್ಬರ ಸರ ಸುಲಿಗೆ ಪ್ರಕರಣ ನಡೆದಿದ್ದು, ಆರೋಪಿಗಳ ಪತ್ತೆಗೆ ಸಾರ್ವಜನಿಕರು ಸಹಕರಿಸಬೇಕು ಎಂದು ಪೊಲೀಸರು ಮನವಿ ಮಾಡಿದ್ದಾರೆ. ಸುಳಿವು ದೊರೆತಲ್ಲಿ ಸಮೀಪದ ಠಾಣೆಗೆ ಮಾಹಿತಿ ನೀಡಬಹುದು.: [756, 1072, 938, 1098]
photo-figure: [891, 679, 904, 737]
lead-photo: [217, 136, 372, 216]
